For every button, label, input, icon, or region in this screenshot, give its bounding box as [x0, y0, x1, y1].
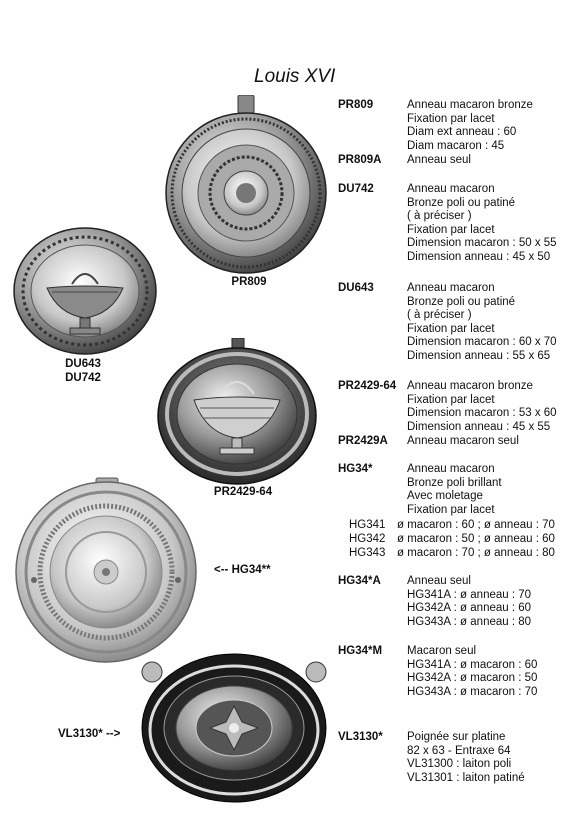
hg34-ring-image	[8, 476, 204, 664]
hg34-arrow-label: <-- HG34**	[214, 564, 271, 576]
vl3130-handle-image	[138, 642, 330, 814]
vl3130-arrow-label: VL3130* -->	[58, 728, 121, 740]
product-description: Anneau macaron Bronze poli ou patiné ( à préciser ) Fixation par lacet Dimension macaron : 50 x 55 Dimension anneau : 45 x 50	[407, 183, 557, 263]
product-code: DU643	[338, 282, 374, 294]
pr2429-ring-image	[156, 338, 318, 486]
product-description: Macaron seul HG341A : ø macaron : 60 HG342A : ø macaron : 50 HG343A : ø macaron : 70	[407, 645, 538, 698]
product-description: Anneau macaron bronze Fixation par lacet Dimension macaron : 53 x 60 Dimension anneau : 45 x 55	[407, 380, 557, 433]
page-title: Louis XVI	[254, 66, 336, 87]
du742-caption: DU742	[65, 372, 101, 384]
du643-ring-image	[12, 226, 158, 356]
product-description: Anneau macaron seul	[407, 435, 519, 447]
product-description: Anneau macaron Bronze poli brillant Avec moletage Fixation par lacet	[407, 463, 502, 516]
product-code: HG34*	[338, 463, 373, 475]
hg34-variant-row: HG343 ø macaron : 70 ; ø anneau : 80	[349, 547, 555, 559]
product-code: PR809A	[338, 154, 382, 166]
pr809-ring-image	[164, 95, 328, 275]
product-description: Anneau macaron Bronze poli ou patiné ( à préciser ) Fixation par lacet Dimension macaron : 60 x 70 Dimension anneau : 55 x 65	[407, 282, 557, 362]
product-description: Anneau seul HG341A : ø anneau : 70 HG342A : ø anneau : 60 HG343A : ø anneau : 80	[407, 575, 532, 628]
pr809-caption: PR809	[231, 276, 267, 288]
du643-caption: DU643	[65, 358, 101, 370]
hg34-variant-row: HG341 ø macaron : 60 ; ø anneau : 70	[349, 519, 555, 531]
product-code: PR2429A	[338, 435, 388, 447]
product-code: HG34*M	[338, 645, 383, 657]
product-code: DU742	[338, 183, 374, 195]
hg34-variant-row: HG342 ø macaron : 50 ; ø anneau : 60	[349, 533, 555, 545]
product-description: Anneau seul	[407, 154, 471, 166]
product-description: Poignée sur platine 82 x 63 - Entraxe 64 VL31300 : laiton poli VL31301 : laiton patiné	[407, 731, 525, 784]
product-code: PR2429-64	[338, 380, 397, 392]
product-code: VL3130*	[338, 731, 383, 743]
product-code: PR809	[338, 99, 374, 111]
product-description: Anneau macaron bronze Fixation par lacet Diam ext anneau : 60 Diam macaron : 45	[407, 99, 533, 152]
product-code: HG34*A	[338, 575, 381, 587]
pr2429-caption: PR2429-64	[213, 486, 273, 498]
